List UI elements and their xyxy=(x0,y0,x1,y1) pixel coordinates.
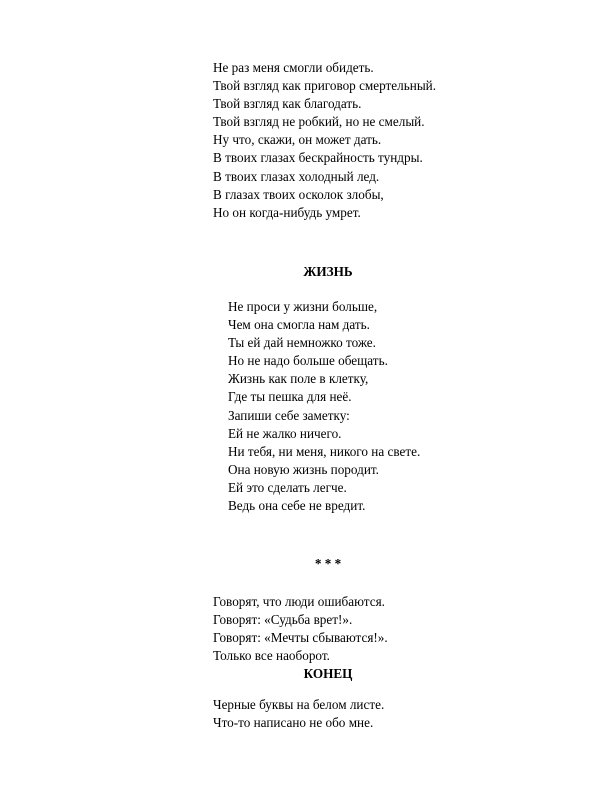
poem-line: Запиши себе заметку: xyxy=(228,407,350,423)
poem-title-zhizn: ЖИЗНЬ xyxy=(303,264,353,279)
poem-3-stanza xyxy=(213,593,388,665)
poem-line: Что-то написано не обо мне. xyxy=(213,715,374,731)
poem-line: Ты ей дай немножко тоже. xyxy=(228,335,376,351)
poem-line: Не проси у жизни больше, xyxy=(228,299,378,314)
poem-line: Твой взгляд как приговор смертельный. xyxy=(213,78,437,94)
poem-line: Твой взгляд не робкий, но не смелый. xyxy=(213,114,425,130)
poem-line: В твоих глазах холодный лед. xyxy=(213,168,380,184)
poem-line: Ей не жалко ничего. xyxy=(228,425,342,441)
poem-line: Твой взгляд как благодать. xyxy=(213,96,362,112)
poem-line: Но не надо больше обещать. xyxy=(228,353,388,369)
poem-line: Ну что, скажи, он может дать. xyxy=(213,132,382,148)
poem-line: Говорят, что люди ошибаются. xyxy=(213,594,385,609)
poem-2-stanza xyxy=(228,298,420,515)
poem-line: Ни тебя, ни меня, никого на свете. xyxy=(228,443,421,459)
poem-line: Не раз меня смогли обидеть. xyxy=(213,60,374,75)
poem-title-konets: КОНЕЦ xyxy=(303,666,353,681)
poem-line: Жизнь как поле в клетку, xyxy=(228,371,369,387)
poem-line: Но он когда-нибудь умрет. xyxy=(213,204,361,220)
poem-line: Только все наоборот. xyxy=(213,648,330,664)
poem-line: В глазах твоих осколок злобы, xyxy=(213,186,384,202)
poem-line: Говорят: «Мечты сбываются!». xyxy=(213,630,388,646)
poem-4-stanza xyxy=(213,696,384,732)
poem-1-stanza xyxy=(213,59,436,222)
poem-line: Она новую жизнь породит. xyxy=(228,461,379,477)
poem-line: Ведь она себе не вредит. xyxy=(228,498,366,514)
poem-title-asterism: * * * xyxy=(314,556,342,571)
poem-line: В твоих глазах бескрайность тундры. xyxy=(213,150,423,166)
poem-line: Черные буквы на белом листе. xyxy=(213,697,385,712)
poem-line: Говорят: «Судьба врет!». xyxy=(213,612,353,628)
poem-line: Ей это сделать легче. xyxy=(228,479,347,495)
poem-line: Чем она смогла нам дать. xyxy=(228,317,370,333)
poem-line: Где ты пешка для неё. xyxy=(228,389,352,405)
